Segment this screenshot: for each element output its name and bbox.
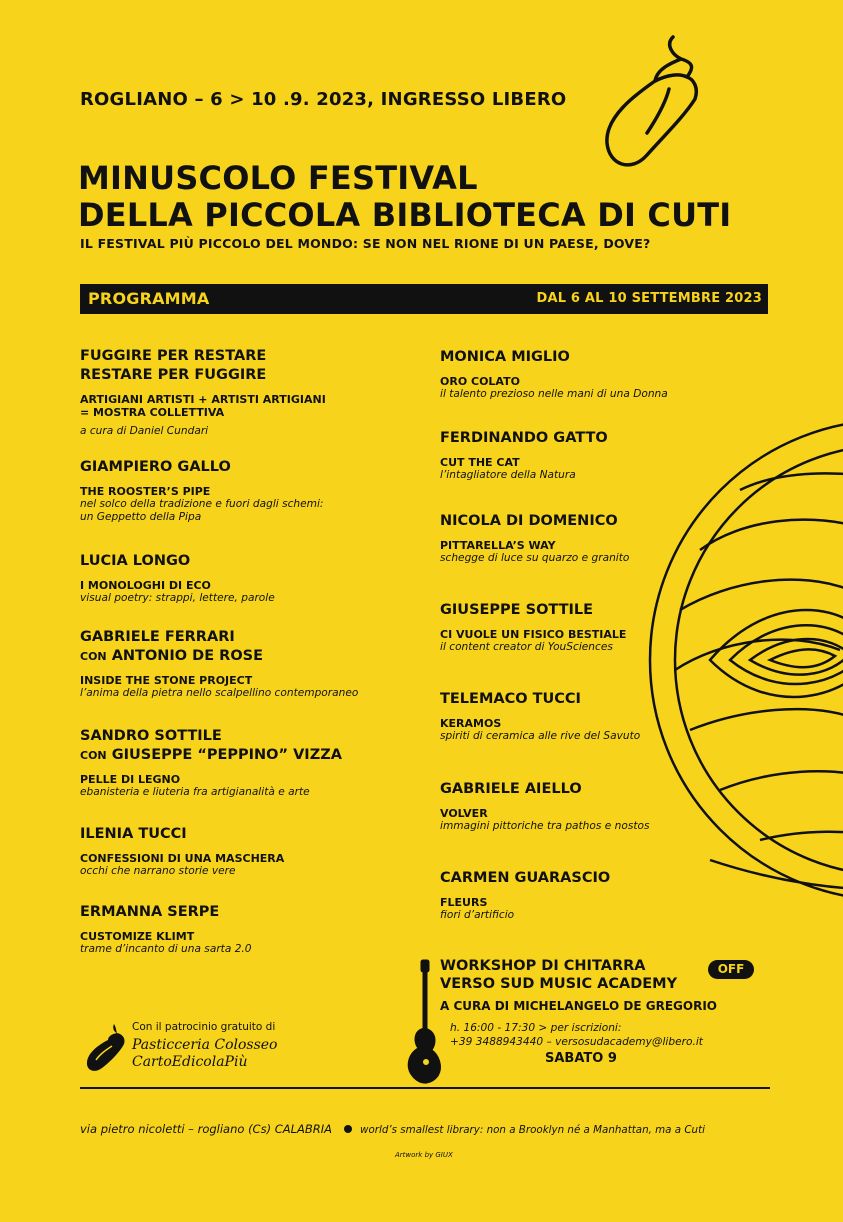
eggplant-cross-section [650, 400, 843, 920]
entry-title: CUSTOMIZE KLIMT [80, 930, 195, 943]
entry-description: il talento prezioso nelle mani di una Donna [440, 388, 668, 400]
entry-description: trame d’incanto di una sarta 2.0 [80, 943, 252, 955]
entry-con: CON [80, 650, 107, 663]
festival-subtitle: IL FESTIVAL PIÙ PICCOLO DEL MONDO: SE NON NEL RIONE DI UN PAESE, DOVE? [80, 236, 651, 251]
entry-description: immagini pittoriche tra pathos e nostos [440, 820, 650, 832]
entry-title: PITTARELLA’S WAY [440, 539, 556, 552]
footer-address: via pietro nicoletti – rogliano (Cs) CALABRIA [80, 1122, 333, 1136]
entry-title: FLEURS [440, 896, 488, 909]
workshop-title: WORKSHOP DI CHITARRA [440, 958, 646, 974]
workshop-hours: h. 16:00 - 17:30 > per iscrizioni: [450, 1022, 622, 1034]
entry-description: occhi che narrano storie vere [80, 865, 236, 877]
entry-name: GIAMPIERO GALLO [80, 459, 231, 475]
footer-line [80, 1122, 780, 1136]
entry-title: ORO COLATO [440, 375, 520, 388]
entry-description: visual poetry: strappi, lettere, parole [80, 592, 275, 604]
program-bar [80, 284, 768, 314]
workshop-block [440, 957, 717, 1066]
program-entry [440, 601, 626, 654]
program-entry [80, 552, 275, 605]
entry-name: ILENIA TUCCI [80, 826, 187, 842]
guitar-icon [404, 958, 444, 1086]
entry-title-line2: = MOSTRA COLLETTIVA [80, 406, 225, 419]
entry-name-second: ANTONIO DE ROSE [111, 648, 264, 664]
program-entry [440, 429, 608, 482]
program-label: PROGRAMMA [88, 289, 210, 308]
entry-title: ARTIGIANI ARTISTI + ARTISTI ARTIGIANI [80, 393, 326, 406]
entry-name: CARMEN GUARASCIO [440, 870, 611, 886]
festival-title-line1: MINUSCOLO FESTIVAL [78, 159, 478, 197]
entry-description: spiriti di ceramica alle rive del Savuto [440, 730, 641, 742]
entry-description: l’intagliatore della Natura [440, 469, 576, 481]
footer-tagline: world’s smallest library: non a Brooklyn né a Manhattan, ma a Cuti [360, 1124, 705, 1136]
program-entry [80, 458, 323, 524]
entry-title: CONFESSIONI DI UNA MASCHERA [80, 852, 285, 865]
off-badge: OFF [708, 960, 754, 979]
entry-title: KERAMOS [440, 717, 502, 730]
entry-name: GABRIELE FERRARI [80, 629, 235, 645]
program-entry [80, 825, 284, 878]
program-entry [80, 903, 252, 956]
workshop-day: SABATO 9 [545, 1051, 617, 1066]
entry-description-line2: un Geppetto della Pipa [80, 511, 202, 523]
entry-name: GABRIELE AIELLO [440, 781, 582, 797]
entry-name: GIUSEPPE SOTTILE [440, 602, 594, 618]
program-entry [440, 690, 640, 743]
entry-name: ERMANNA SERPE [80, 904, 220, 920]
entry-name: NICOLA DI DOMENICO [440, 513, 618, 529]
program-entry [80, 727, 342, 799]
workshop-contact: +39 3488943440 – versosudacademy@libero.it [450, 1036, 703, 1048]
entry-description: schegge di luce su quarzo e granito [440, 552, 630, 564]
festival-title-line2: DELLA PICCOLA BIBLIOTECA DI CUTI [78, 196, 732, 234]
small-eggplant-icon [84, 1022, 128, 1074]
patronage-intro: Con il patrocinio gratuito di [132, 1021, 276, 1033]
entry-description: ebanisteria e liuteria fra artigianalità e arte [80, 786, 310, 798]
entry-description: nel solco della tradizione e fuori dagli schemi: [80, 498, 324, 510]
entry-con: CON [80, 749, 107, 762]
entry-name-line2: RESTARE PER FUGGIRE [80, 367, 267, 383]
entry-title: CUT THE CAT [440, 456, 520, 469]
entry-title: INSIDE THE STONE PROJECT [80, 674, 253, 687]
bottom-divider [80, 1087, 770, 1089]
entry-description: il content creator di YouSciences [440, 641, 613, 653]
workshop-curator: A CURA DI MICHELANGELO DE GREGORIO [440, 999, 717, 1013]
entry-title: PELLE DI LEGNO [80, 773, 181, 786]
entry-name: TELEMACO TUCCI [440, 691, 581, 707]
entry-name-second: GIUSEPPE “PEPPINO” VIZZA [111, 747, 342, 763]
program-entry [440, 512, 629, 565]
entry-name: SANDRO SOTTILE [80, 728, 222, 744]
entry-name: FERDINANDO GATTO [440, 430, 608, 446]
workshop-academy: VERSO SUD MUSIC ACADEMY [440, 976, 678, 992]
patronage-block [132, 1021, 278, 1071]
entry-name: LUCIA LONGO [80, 553, 191, 569]
program-entry [440, 780, 650, 833]
entry-title: CI VUOLE UN FISICO BESTIALE [440, 628, 627, 641]
program-entry [440, 869, 610, 922]
entry-description: l’anima della pietra nello scalpellino contemporaneo [80, 687, 359, 699]
eggplant-illustration [595, 25, 715, 185]
artwork-credit: Artwork by GIUX [395, 1151, 453, 1159]
entry-title: VOLVER [440, 807, 488, 820]
sponsor-pasticceria: Pasticceria Colosseo [132, 1037, 278, 1053]
event-date-line: ROGLIANO – 6 > 10 .9. 2023, INGRESSO LIBERO [80, 89, 567, 110]
program-entry [80, 347, 326, 438]
entry-name: FUGGIRE PER RESTARE [80, 348, 267, 364]
entry-name: MONICA MIGLIO [440, 349, 570, 365]
entry-description: fiori d’artificio [440, 909, 515, 921]
entry-title: I MONOLOGHI DI ECO [80, 579, 211, 592]
entry-title: THE ROOSTER’S PIPE [80, 485, 211, 498]
program-dates: DAL 6 AL 10 SETTEMBRE 2023 [536, 291, 762, 306]
entry-description: a cura di Daniel Cundari [80, 425, 209, 437]
program-entry [440, 348, 668, 401]
program-entry [80, 628, 358, 700]
bullet-icon [344, 1125, 352, 1133]
sponsor-cartoedicola: CartoEdicolaPiù [132, 1054, 248, 1070]
